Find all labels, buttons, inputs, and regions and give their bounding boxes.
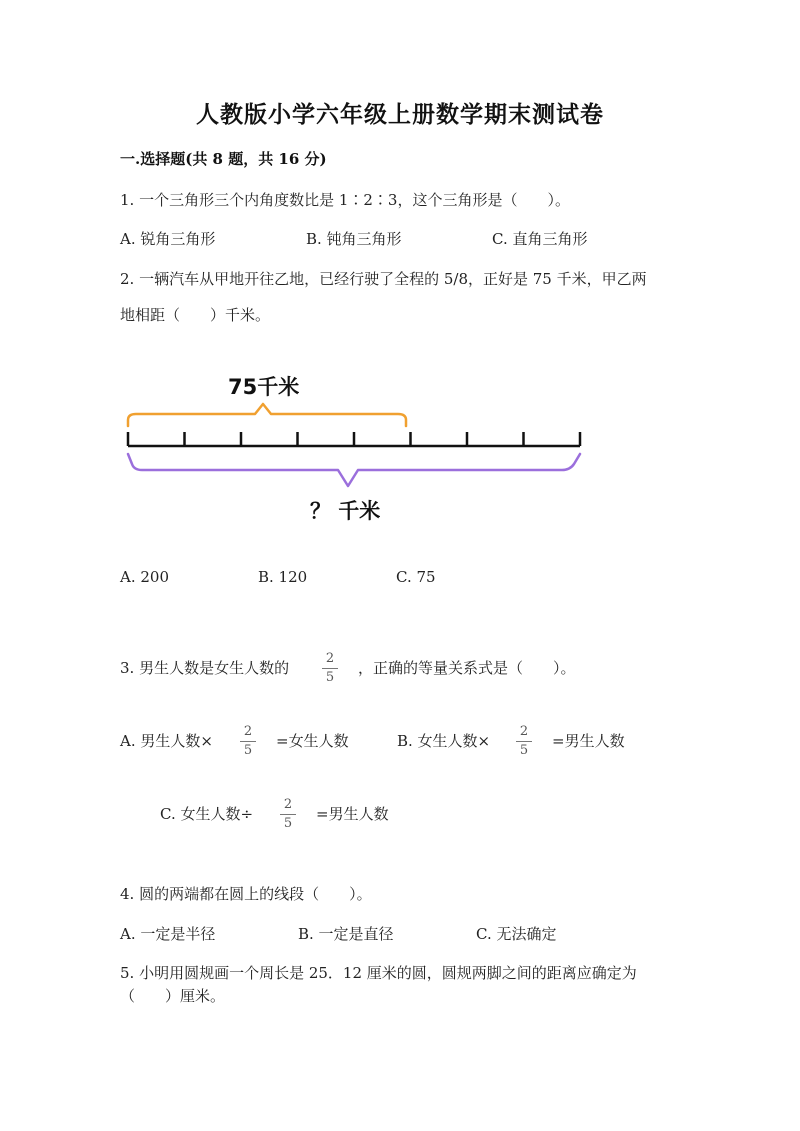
question-3-option-c: C. 女生人数÷ (160, 805, 254, 823)
question-3-option-b: B. 女生人数× (397, 732, 491, 750)
diagram-top-label: 75千米 (228, 375, 300, 399)
fraction-bar (322, 668, 338, 669)
fraction-bar (280, 814, 296, 815)
page-title: 人教版小学六年级上册数学期末测试卷 (196, 101, 604, 128)
question-1-option-c: C. 直角三角形 (492, 230, 588, 248)
question-3-option-c-end: =男生人数 (316, 805, 389, 823)
diagram-top-brace (128, 404, 406, 426)
question-2-stem-line-2: 地相距（ ）千米。 (120, 306, 271, 324)
question-5-stem-line-2: （ ）厘米。 (120, 987, 226, 1005)
question-2-option-b: B. 120 (258, 568, 308, 586)
question-3-option-a: A. 男生人数× (120, 732, 213, 750)
fraction-bar (516, 741, 532, 742)
segment-diagram (110, 360, 600, 530)
question-2-option-a: A. 200 (120, 568, 169, 586)
question-4-option-c: C. 无法确定 (476, 925, 557, 943)
question-5-stem-line-1: 5. 小明用圆规画一个周长是 25．12 厘米的圆，圆规两脚之间的距离应确定为 (120, 964, 637, 982)
question-3-option-a-end: =女生人数 (276, 732, 349, 750)
question-3-option-b-end: =男生人数 (552, 732, 625, 750)
question-4-option-a: A. 一定是半径 (120, 925, 216, 943)
fraction-numerator: 2 (325, 651, 335, 666)
question-3-stem-end: ，正确的等量关系式是（ ）。 (358, 659, 576, 677)
fraction-denominator: 5 (243, 743, 253, 758)
question-1-option-a: A. 锐角三角形 (120, 230, 216, 248)
question-2-option-c: C. 75 (396, 568, 436, 586)
question-3-fraction (320, 651, 340, 686)
diagram-number-line (128, 432, 580, 446)
fraction-numerator: 2 (243, 724, 253, 739)
fraction-bar (240, 741, 256, 742)
diagram-bottom-label: ？ 千米 (310, 499, 381, 523)
fraction-numerator: 2 (283, 797, 293, 812)
question-3-option-b-fraction (514, 724, 534, 759)
section-heading: 一.选择题(共 8 题，共 16 分) (120, 150, 327, 168)
question-2-stem-line-1: 2. 一辆汽车从甲地开往乙地，已经行驶了全程的 5/8，正好是 75 千米，甲乙两 (120, 270, 647, 288)
fraction-denominator: 5 (519, 743, 529, 758)
fraction-numerator: 2 (519, 724, 529, 739)
diagram-bottom-brace (128, 454, 580, 486)
question-1-option-b: B. 钝角三角形 (306, 230, 402, 248)
question-3-option-c-fraction (278, 797, 298, 832)
question-3-stem-start: 3. 男生人数是女生人数的 (120, 659, 290, 677)
question-4-stem: 4. 圆的两端都在圆上的线段（ ）。 (120, 885, 372, 903)
fraction-denominator: 5 (325, 670, 335, 685)
question-3-option-a-fraction (238, 724, 258, 759)
fraction-denominator: 5 (283, 816, 293, 831)
question-1-stem: 1. 一个三角形三个内角度数比是 1∶2∶3，这个三角形是（ ）。 (120, 191, 570, 209)
question-4-option-b: B. 一定是直径 (298, 925, 394, 943)
